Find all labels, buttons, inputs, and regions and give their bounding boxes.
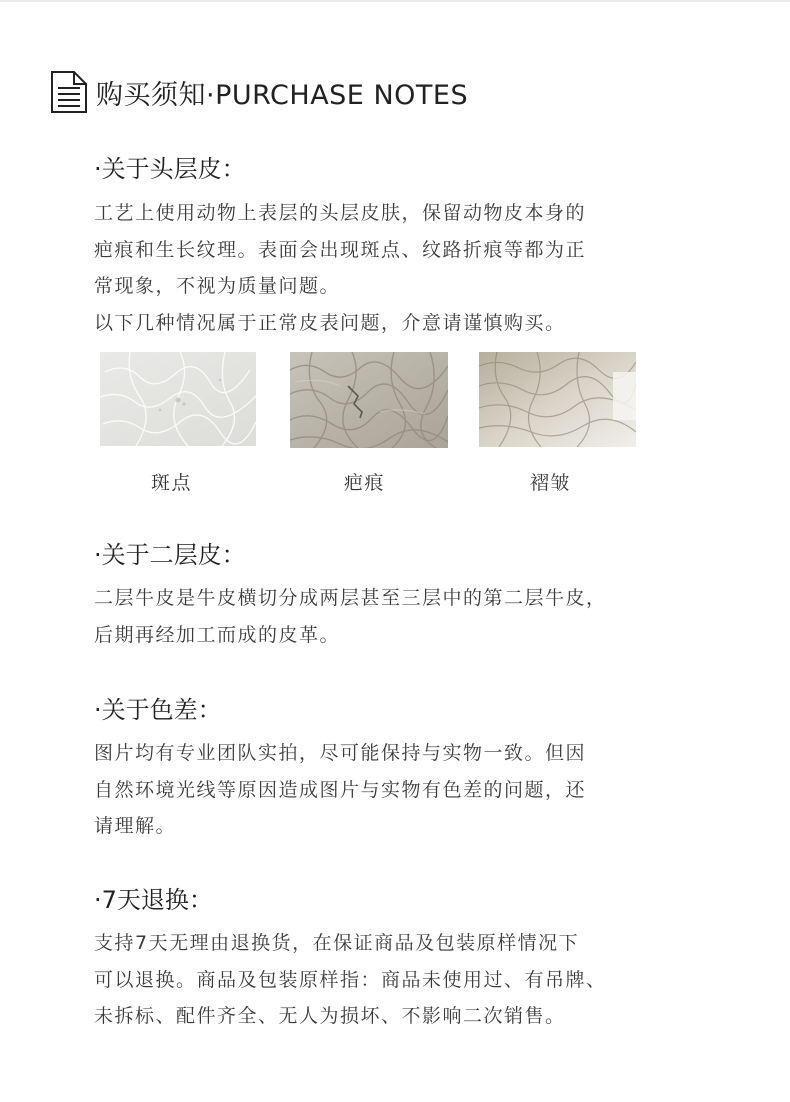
paragraph-line: 未拆标、配件齐全、无人为损坏、不影响二次销售。 (94, 1005, 566, 1027)
paragraph-line: 常现象，不视为质量问题。 (94, 275, 341, 297)
paragraph-line: 图片均有专业团队实拍，尽可能保持与实物一致。但因 (94, 742, 587, 764)
section-body (94, 925, 734, 1035)
section-first-layer-leather (94, 154, 734, 184)
paragraph-line: 疤痕和生长纹理。表面会出现斑点、纹路折痕等都为正 (94, 238, 587, 261)
sample-caption: 褶皱 (530, 472, 572, 494)
top-divider (0, 0, 790, 2)
section-body (94, 195, 734, 341)
paragraph-line: 支持7天无理由退换货，在保证商品及包装原样情况下 (94, 932, 580, 954)
section-7-day-return (94, 885, 734, 915)
section-second-layer-leather (94, 540, 734, 570)
paragraph-line: 请理解。 (94, 815, 177, 837)
sample-spots-image (100, 352, 256, 446)
sample-caption: 斑点 (151, 472, 193, 494)
section-body (94, 580, 734, 653)
section-body (94, 735, 734, 845)
section-color-difference (94, 695, 734, 725)
header (50, 70, 468, 114)
sample-caption: 疤痕 (344, 472, 386, 494)
sample-scar-image (290, 352, 448, 448)
page-title: 购买须知·PURCHASE NOTES (96, 79, 469, 111)
paragraph-line: 以下几种情况属于正常皮表问题，介意请谨慎购买。 (94, 311, 566, 334)
paragraph-line: 自然环境光线等原因造成图片与实物有色差的问题，还 (94, 778, 587, 801)
paragraph-line: 二层牛皮是牛皮横切分成两层甚至三层中的第二层牛皮， (94, 587, 607, 609)
section-title: ·关于色差： (94, 696, 222, 724)
sample-wrinkle-image (479, 352, 636, 447)
paragraph-line: 工艺上使用动物上表层的头层皮肤，保留动物皮本身的 (94, 202, 587, 224)
section-title: ·关于头层皮： (94, 155, 246, 183)
paragraph-line: 后期再经加工而成的皮革。 (94, 623, 341, 646)
paragraph-line: 可以退换。商品及包装原样指：商品未使用过、有吊牌、 (94, 968, 607, 991)
section-title: ·7天退换： (94, 886, 213, 914)
section-title: ·关于二层皮： (94, 541, 246, 569)
document-icon (50, 70, 88, 114)
